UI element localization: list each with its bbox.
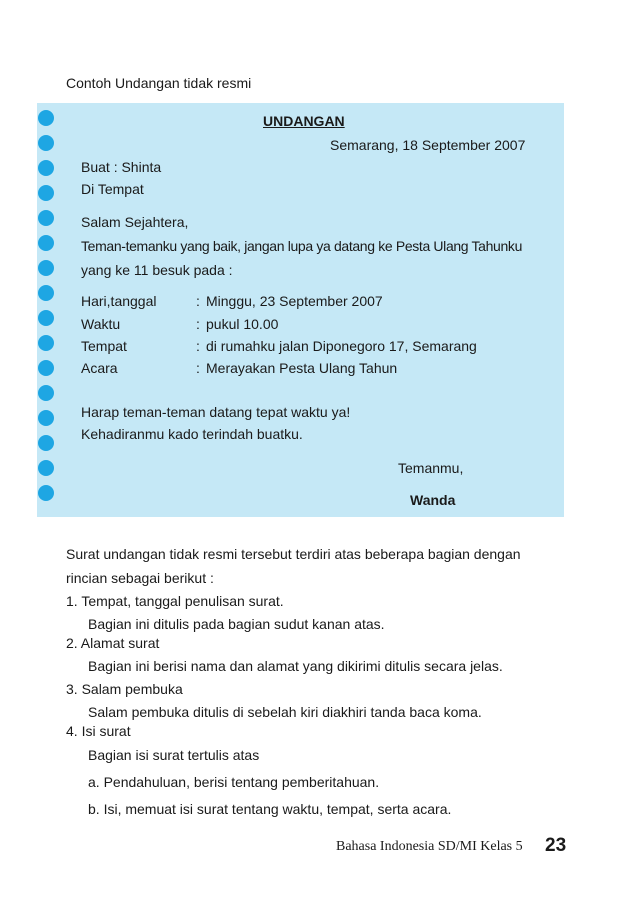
sub-item: a. Pendahuluan, berisi tentang pemberitahuan. bbox=[88, 774, 380, 790]
detail-colon: : bbox=[196, 316, 200, 332]
detail-colon: : bbox=[196, 338, 200, 354]
detail-label: Waktu bbox=[81, 316, 121, 332]
binding-hole-icon bbox=[38, 435, 54, 451]
detail-label: Tempat bbox=[81, 338, 127, 354]
detail-colon: : bbox=[196, 293, 200, 309]
list-item-heading: 1. Tempat, tanggal penulisan surat. bbox=[66, 593, 284, 609]
binding-hole-icon bbox=[38, 460, 54, 476]
letter-recipient-place: Di Tempat bbox=[81, 181, 144, 197]
list-item-detail: Salam pembuka ditulis di sebelah kiri diakhiri tanda baca koma. bbox=[88, 704, 482, 720]
detail-label: Acara bbox=[81, 360, 118, 376]
letter-body-line: yang ke 11 besuk pada : bbox=[81, 262, 233, 278]
detail-value: Minggu, 23 September 2007 bbox=[206, 293, 383, 309]
detail-label: Hari,tanggal bbox=[81, 293, 157, 309]
binding-hole-icon bbox=[38, 235, 54, 251]
detail-value: pukul 10.00 bbox=[206, 316, 279, 332]
list-item-detail: Bagian ini berisi nama dan alamat yang dikirimi ditulis secara jelas. bbox=[88, 658, 503, 674]
letter-closing-line: Kehadiranmu kado terindah buatku. bbox=[81, 426, 303, 442]
binding-hole-icon bbox=[38, 210, 54, 226]
detail-value: Merayakan Pesta Ulang Tahun bbox=[206, 360, 398, 376]
letter-signoff: Temanmu, bbox=[398, 460, 464, 476]
binding-hole-icon bbox=[38, 335, 54, 351]
binding-hole-icon bbox=[38, 410, 54, 426]
letter-greeting: Salam Sejahtera, bbox=[81, 214, 189, 230]
page-number: 23 bbox=[545, 835, 567, 856]
binding-hole-icon bbox=[38, 160, 54, 176]
detail-colon: : bbox=[196, 360, 200, 376]
letter-place-date: Semarang, 18 September 2007 bbox=[330, 137, 526, 153]
letter-body-line: Teman-temanku yang baik, jangan lupa ya datang ke Pesta Ulang Tahunku bbox=[81, 238, 523, 254]
sub-item: b. Isi, memuat isi surat tentang waktu, tempat, serta acara. bbox=[88, 801, 452, 817]
binding-hole-icon bbox=[38, 485, 54, 501]
list-item-detail: Bagian ini ditulis pada bagian sudut kanan atas. bbox=[88, 616, 385, 632]
binding-hole-icon bbox=[38, 360, 54, 376]
detail-value: di rumahku jalan Diponegoro 17, Semarang bbox=[206, 338, 477, 354]
caption: Contoh Undangan tidak resmi bbox=[66, 75, 252, 91]
footer-book-title: Bahasa Indonesia SD/MI Kelas 5 bbox=[336, 839, 523, 854]
list-item-heading: 4. Isi surat bbox=[66, 723, 131, 739]
letter-sender: Wanda bbox=[410, 492, 456, 508]
letter-recipient: Buat : Shinta bbox=[81, 159, 162, 175]
binding-hole-icon bbox=[38, 135, 54, 151]
binding-hole-icon bbox=[38, 185, 54, 201]
list-item-heading: 3. Salam pembuka bbox=[66, 681, 183, 697]
binding-hole-icon bbox=[38, 110, 54, 126]
explanation-intro: rincian sebagai berikut : bbox=[66, 570, 214, 586]
letter-closing-line: Harap teman-teman datang tepat waktu ya! bbox=[81, 404, 351, 420]
letter-title: UNDANGAN bbox=[263, 113, 345, 129]
explanation-intro: Surat undangan tidak resmi tersebut terdiri atas beberapa bagian dengan bbox=[66, 546, 521, 562]
binding-hole-icon bbox=[38, 260, 54, 276]
list-item-heading: 2. Alamat surat bbox=[66, 635, 160, 651]
binding-hole-icon bbox=[38, 385, 54, 401]
binding-hole-icon bbox=[38, 285, 54, 301]
binding-hole-icon bbox=[38, 310, 54, 326]
list-item-detail: Bagian isi surat tertulis atas bbox=[88, 747, 260, 763]
